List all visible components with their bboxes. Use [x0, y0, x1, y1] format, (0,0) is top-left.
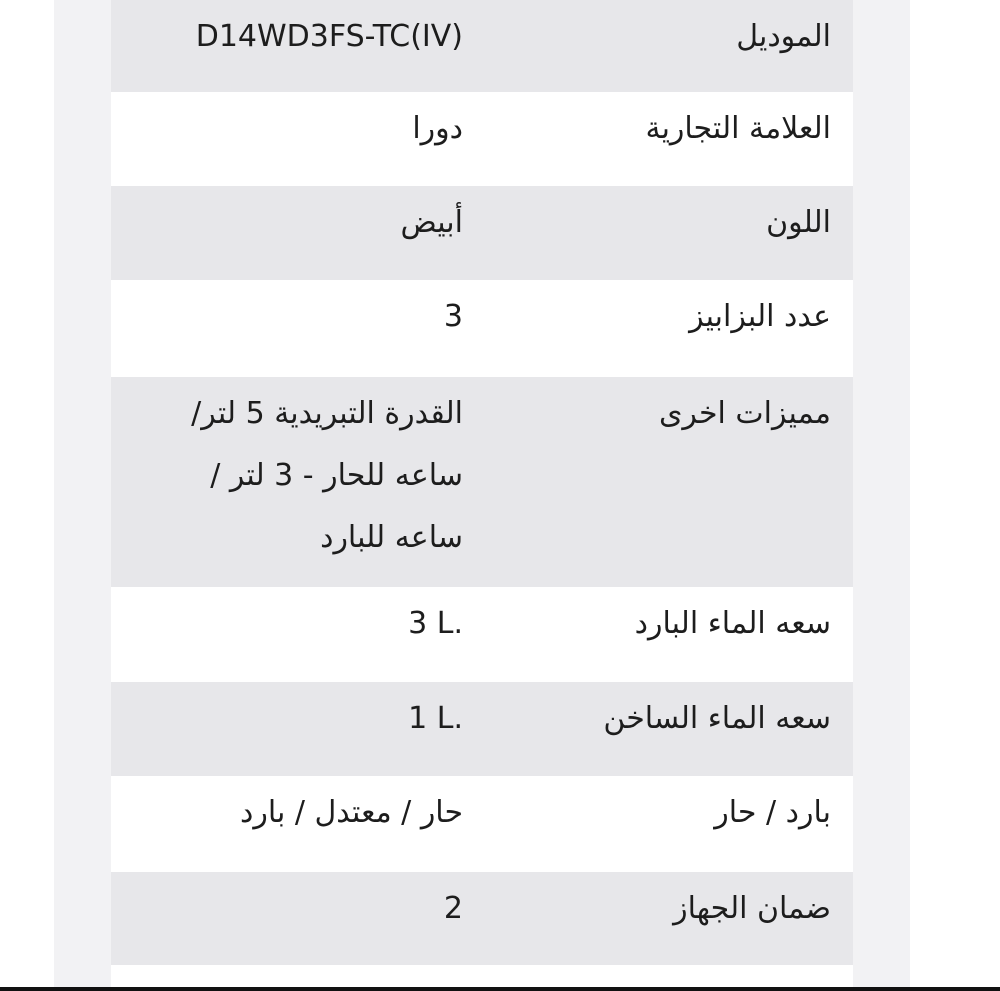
- spec-row-warranty: [111, 872, 853, 965]
- spec-label: سعه الماء البارد: [634, 606, 831, 641]
- spec-row-color: [111, 186, 853, 280]
- spec-label: العلامة التجارية: [645, 111, 831, 146]
- spec-label: عدد البزابيز: [689, 299, 831, 334]
- specifications-table: [111, 0, 853, 987]
- spec-value: القدرة التبريدية 5 لتر/ ساعه للحار - 3 لتر / ساعه للبارد: [191, 396, 463, 555]
- spec-label: سعه الماء الساخن: [603, 701, 831, 736]
- spec-value: دورا: [412, 111, 463, 146]
- spec-label: اللون: [766, 205, 831, 240]
- spec-label: الموديل: [736, 19, 831, 54]
- spec-row-partial: [111, 965, 853, 987]
- spec-label: بارد / حار: [714, 795, 831, 830]
- spec-row-brand: [111, 92, 853, 186]
- spec-row-other-features: [111, 377, 853, 587]
- spec-row-hot-capacity: [111, 682, 853, 776]
- spec-row-cold-capacity: [111, 587, 853, 682]
- spec-value: 3 L.: [408, 606, 463, 641]
- spec-row-cold-hot: [111, 776, 853, 872]
- spec-value: أبيض: [400, 205, 463, 240]
- spec-label: ضمان الجهاز: [673, 891, 831, 926]
- bottom-divider: [0, 987, 1000, 991]
- spec-value: D14WD3FS-TC(IV): [195, 19, 463, 54]
- spec-row-taps: [111, 280, 853, 377]
- spec-label: مميزات اخرى: [658, 396, 831, 431]
- spec-value: 1 L.: [408, 701, 463, 736]
- spec-value: 3: [443, 299, 463, 334]
- spec-row-model: [111, 0, 853, 92]
- spec-value: 2: [443, 891, 463, 926]
- spec-value: حار / معتدل / بارد: [239, 795, 463, 830]
